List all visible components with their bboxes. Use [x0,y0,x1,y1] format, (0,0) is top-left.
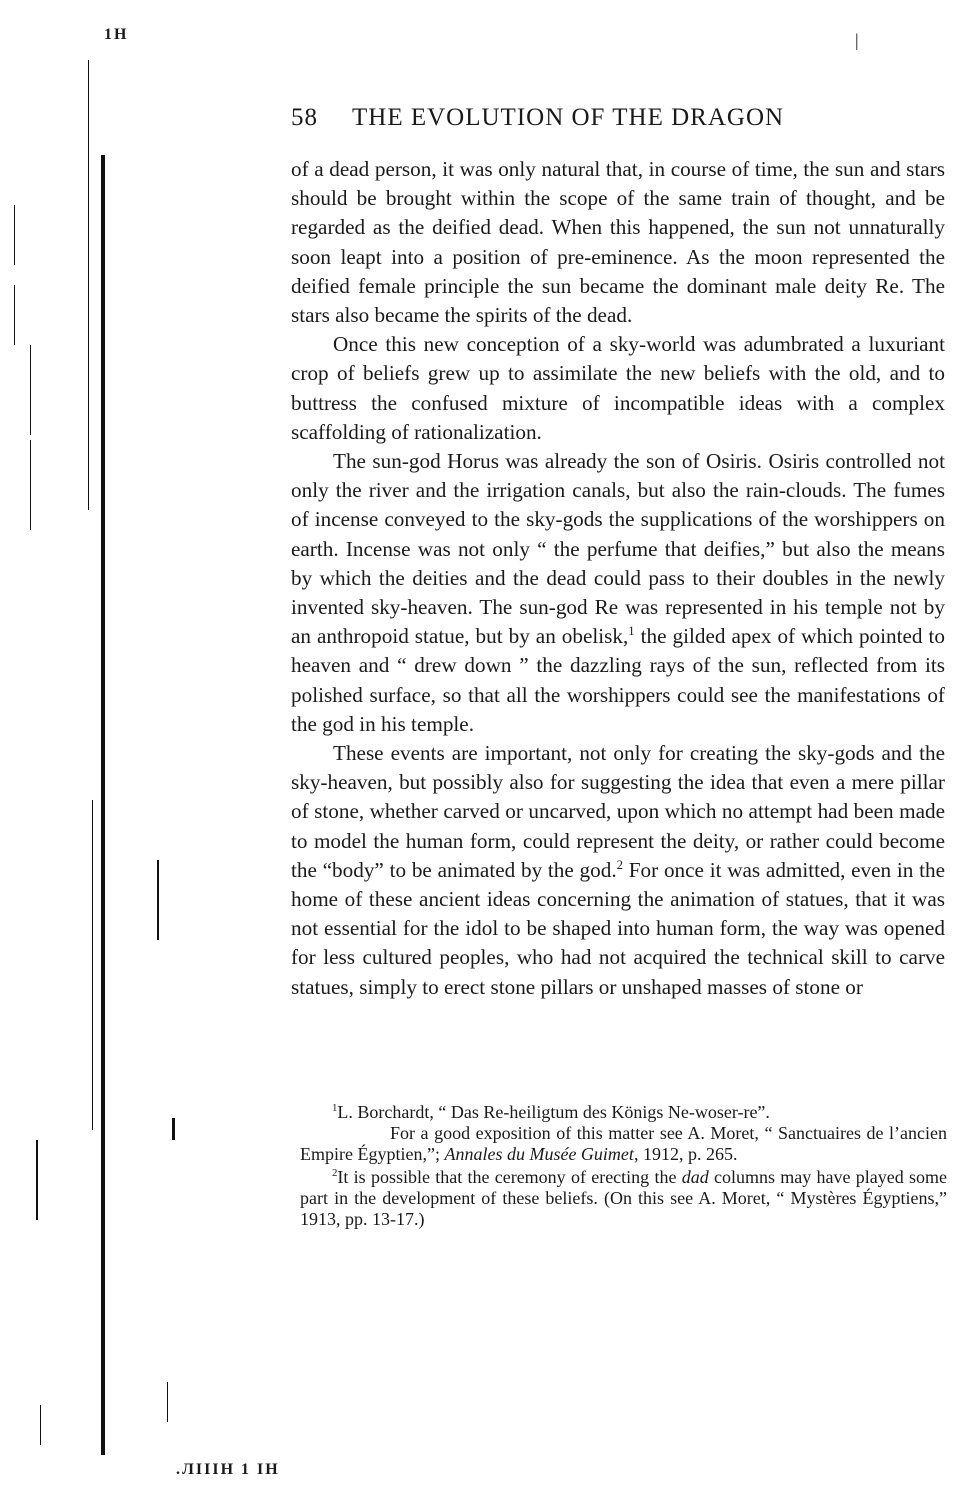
margin-tick [167,1382,168,1422]
footnote-text: , 1912, p. 265. [633,1144,738,1164]
paragraph-text: The sun-god Horus was already the son of Osiris. Osiris controlled not only the river and the irrigation canals, but also the rain-clouds. The fumes of incense conveyed to the sky-gods the supplications of the worshippers on earth. Incense was not only “ the perfume that deifies,” but also the means by which the deities and the dead could pass to their doubles in the newly invented sky-heaven. The sun-god Re was represented in his temple not by an anthropoid statue, but by an obelisk, [291,449,945,649]
paragraph-text: These events are important, not only for creating the sky-gods and the sky-heaven, but possibly also for suggesting the idea that even a mere pillar of stone, whether carved or uncarved, upon which no attempt had been made to model the human form, could represent the deity, or rather could become the “body” to be animated by the god. [291,741,945,882]
footnote-mark: 2 [332,1167,338,1179]
footnote-1 [300,1102,947,1123]
footnote-term: dad [681,1167,709,1187]
paragraph: of a dead person, it was only natural that, in course of time, the sun and stars should be brought within the scope of the same train of thought, and be regarded as the deified dead. When this happened, the sun not unnaturally soon leapt into a position of pre-eminence. As the moon represented the deified female principle the sun became the dominant male deity Re. The stars also became the spirits of the dead. [291,157,945,328]
scan-mark-top-left: 1H [104,26,129,43]
scan-mark-top-right: | [855,30,859,50]
paragraph [291,447,945,739]
footnote-text: L. Borchardt, “ Das Re-heiligtum des Königs Ne-woser-re”. [337,1102,770,1122]
paragraph-text: the gilded apex of which pointed to heaven and “ drew down ” the dazzling rays of the sun, reflected from its polished surface, so that all the worshippers could see the manifestations of the god in his temple. [291,624,945,736]
margin-tick [172,1118,175,1140]
binding-line-thin-2 [92,800,93,1130]
footnote-ref[interactable]: 2 [616,857,623,872]
margin-tick [30,345,31,435]
header-title: THE EVOLUTION OF THE DRAGON [352,104,785,131]
footnote-text: columns may have played some part in the development of these beliefs. (On this see A. Moret, “ Mystères Égyptiens,” 1913, pp. 13-17.) [300,1167,948,1229]
footnote-text: It is possible that the ceremony of erecting the [337,1167,677,1187]
binding-line-thin [88,60,89,510]
footnote-mark: 1 [332,1102,338,1114]
margin-tick [40,1405,41,1445]
footnote-journal: Annales du Musée Guimet [444,1144,634,1164]
footnote-1-continued [300,1123,947,1165]
paragraph [291,739,945,1002]
running-header [291,104,891,132]
margin-tick [157,860,159,940]
scan-mark-bottom: .ЛIIIH 1 IH [176,1461,280,1478]
margin-tick [36,1140,38,1220]
margin-tick [14,205,15,265]
paragraph: Once this new conception of a sky-world was adumbrated a luxuriant crop of beliefs grew up to assimilate the new beliefs with the old, and to buttress the confused mixture of incompatible ideas with a complex scaffolding of rationalization. [291,332,945,444]
footnote-ref[interactable]: 1 [628,624,635,639]
binding-line-main [101,155,105,1455]
margin-tick [30,440,31,530]
page-number: 58 [291,104,318,131]
margin-tick [14,285,15,345]
footnotes [300,1102,947,1230]
footnote-2 [300,1167,947,1230]
body-text [291,155,945,1002]
footnote-text: For a good exposition of this matter see A. Moret, “ Sanctuaires de l’ancien Empire Égyptien,”; [300,1123,947,1164]
paragraph-text: For once it was admitted, even in the home of these ancient ideas concerning the animation of statues, that it was not essential for the idol to be shaped into human form, the way was opened for less cultured peoples, who had not acquired the technical skill to carve statues, simply to erect stone pillars or unshaped masses of stone or [291,857,945,999]
